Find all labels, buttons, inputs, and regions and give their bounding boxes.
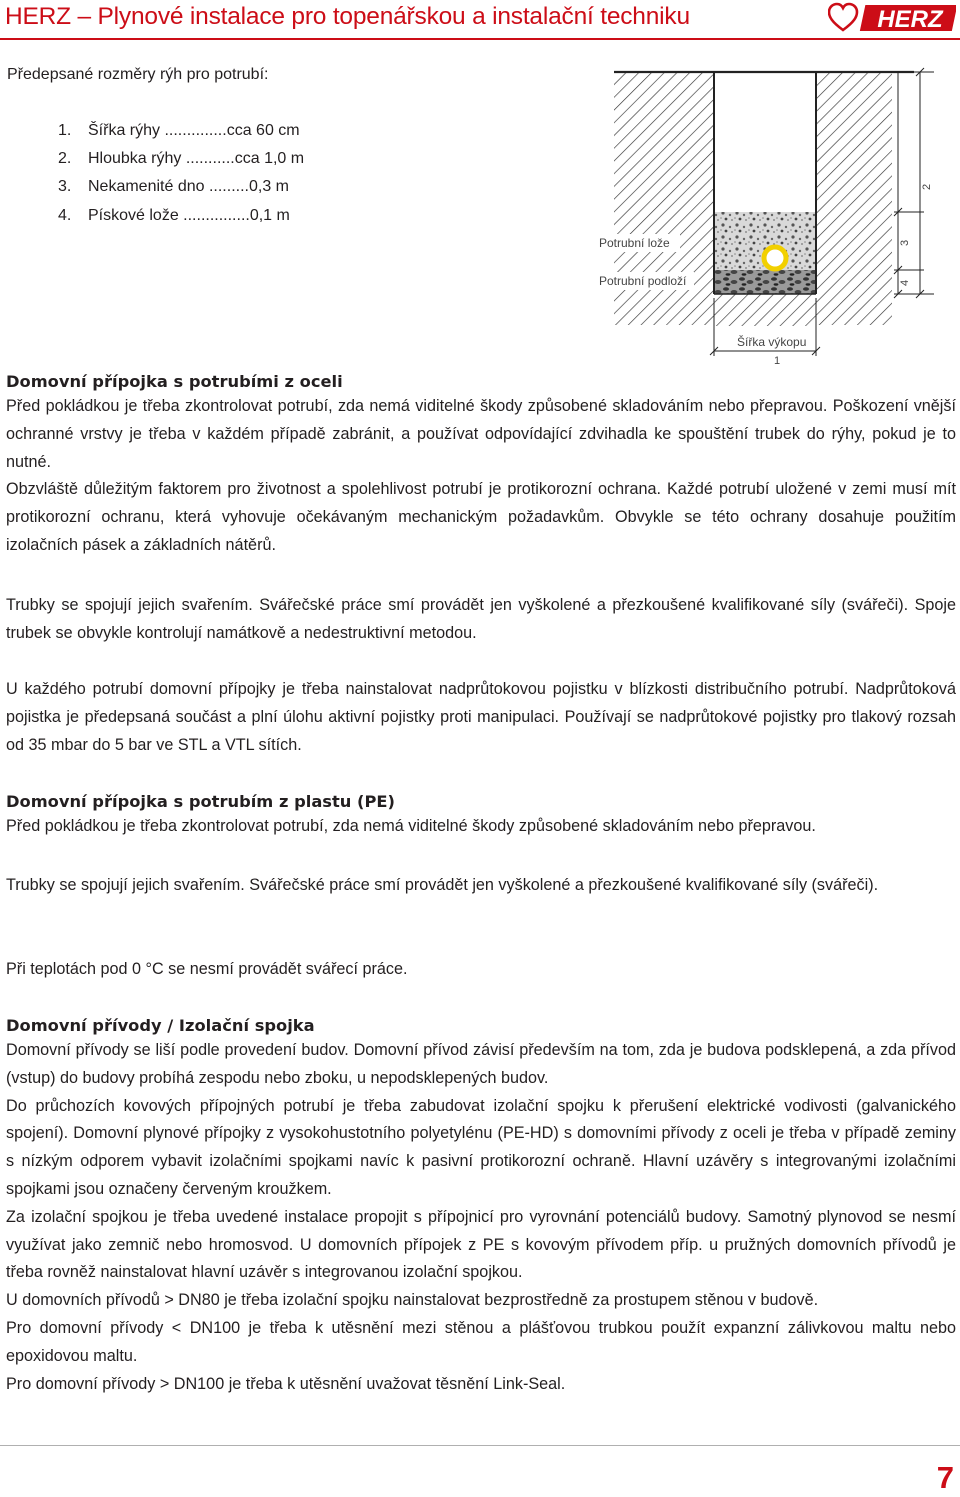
- footer-rule: [0, 1445, 960, 1446]
- label-trench-width: Šířka výkopu: [737, 335, 807, 349]
- svg-text:3: 3: [899, 239, 911, 246]
- heart-icon: [829, 4, 857, 30]
- section-steel: [6, 371, 956, 560]
- trench-diagram: [594, 66, 960, 370]
- list-item: 3. Nekamenité dno .........0,3 m: [58, 178, 289, 196]
- paragraph: Za izolační spojkou je třeba uvedené instalace propojit s přípojnicí pro vyrovnání potenciálů budovy. Samotný plynovod se nesmí využívat jako zemnič nebo hromosvod. U domovních přípojek z PE s kovovým přívodem příp. u pružných domovních přívodů je třeba rovněž nainstalovat hlavní uzávěr s integrovanou izolační spojkou.: [6, 1207, 956, 1282]
- list-item: 1. Šířka rýhy ..............cca 60 cm: [58, 122, 300, 139]
- page-number: 7: [936, 1460, 954, 1495]
- list-item: 4. Pískové lože ...............0,1 m: [58, 206, 290, 224]
- section-pe-welding: [6, 872, 956, 900]
- paragraph: Do průchozích kovových přípojných potrubí je třeba zabudovat izolační spojku k přerušení elektrické vodivosti (galvanického spojení). Domovní plynové přípojky z vysokohustotního polyetylénu (PE-HD) s domovními přívody z oceli je třeba v případě zeminy s nízkým odporem vybavit izolačními spojkami navíc k pasivní protikorozní ochraně. Hlavní uzávěry s integrovanými izolačními spojkami jsou označeny červeným kroužkem.: [6, 1096, 956, 1198]
- paragraph: Pro domovní přívody < DN100 je třeba k utěsnění mezi stěnou a plášťovou trubkou použít expanzní zálivkovou maltu nebo epoxidovou maltu.: [6, 1318, 956, 1365]
- svg-text:2: 2: [921, 183, 933, 190]
- label-pipe-bed: Potrubní lože: [599, 236, 670, 250]
- logo-text: HERZ: [877, 6, 943, 33]
- section-steel-fuse: [6, 676, 956, 759]
- header-rule: [0, 38, 960, 40]
- paragraph: U domovních přívodů > DN80 je třeba izolační spojku nainstalovat bezprostředně za prostupem stěnou v budově.: [6, 1291, 819, 1310]
- svg-text:1: 1: [774, 355, 781, 367]
- paragraph: Trubky se spojují jejich svařením. Svářečské práce smí provádět jen vyškolené a přezkoušené kvalifikované síly (svářeči).: [6, 876, 879, 894]
- paragraph: Trubky se spojují jejich svařením. Svářečské práce smí provádět jen vyškolené a přezkoušené kvalifikované síly (svářeči). Spoje trubek se obvykle kontrolují namátkově a nedestruktivní metodou.: [6, 596, 956, 642]
- list-item: 2. Hloubka rýhy ...........cca 1,0 m: [58, 150, 305, 168]
- svg-text:4: 4: [899, 279, 911, 286]
- page-header: [0, 0, 960, 40]
- section-heading: Domovní přípojka s potrubím z plastu (PE): [6, 792, 395, 811]
- pipe-icon: [764, 247, 786, 269]
- requirements-list: [58, 120, 304, 233]
- requirements-title: Předepsané rozměry rýh pro potrubí:: [7, 66, 269, 83]
- section-heading: Domovní přípojka s potrubími z oceli: [6, 372, 343, 391]
- label-pipe-subbed: Potrubní podloží: [599, 274, 687, 288]
- section-heading: Domovní přívody / Izolační spojka: [6, 1016, 315, 1035]
- section-pe: [6, 791, 956, 841]
- paragraph: Před pokládkou je třeba zkontrolovat potrubí, zda nemá viditelné škody způsobené skladováním nebo přepravou.: [6, 817, 816, 835]
- paragraph: Obzvláště důležitým faktorem pro životnost a spolehlivost potrubí je protikorozní ochrana. Každé potrubí uložené v zemi musí mít protikorozní ochranu, která vyhovuje očekávaným mechanickým požadavkům. Obvykle se této ochrany dosahuje použitím izolačních pásek a základních nátěrů.: [6, 480, 956, 554]
- section-steel-welding: [6, 592, 956, 648]
- paragraph: Pro domovní přívody > DN100 je třeba k utěsnění uvažovat těsnění Link-Seal.: [6, 1374, 566, 1393]
- section-entry: [6, 1015, 956, 1398]
- paragraph: Před pokládkou je třeba zkontrolovat potrubí, zda nemá viditelné škody způsobené skladováním nebo přepravou. Poškození vnější ochranné vrstvy je třeba v každém případě zabránit, a používat odpovídající zdvihadla ke spouštění trubek do rýhy, pokud je to nutné.: [6, 397, 956, 471]
- section-pe-temperature: [6, 956, 956, 984]
- paragraph: U každého potrubí domovní přípojky je třeba nainstalovat nadprůtokovou pojistku v blízkosti distribučního potrubí. Nadprůtoková pojistka je předepsaná součást a plní úlohu aktivní pojistky proti manipulaci. Používají se nadprůtokové pojistky pro tlakový rozsah od 35 mbar do 5 bar ve STL a VTL sítích.: [6, 680, 956, 754]
- herz-logo: [828, 2, 956, 34]
- paragraph: Domovní přívody se liší podle provedení budov. Domovní přívod závisí především na tom, zda je budova podsklepená, a zda přívod (vstup) do budovy probíhá zespodu nebo zboku, u nepodsklepených budov.: [6, 1041, 956, 1087]
- paragraph: Při teplotách pod 0 °C se nesmí provádět svářecí práce.: [6, 960, 408, 978]
- page-title: HERZ – Plynové instalace pro topenářskou a instalační techniku: [5, 3, 690, 30]
